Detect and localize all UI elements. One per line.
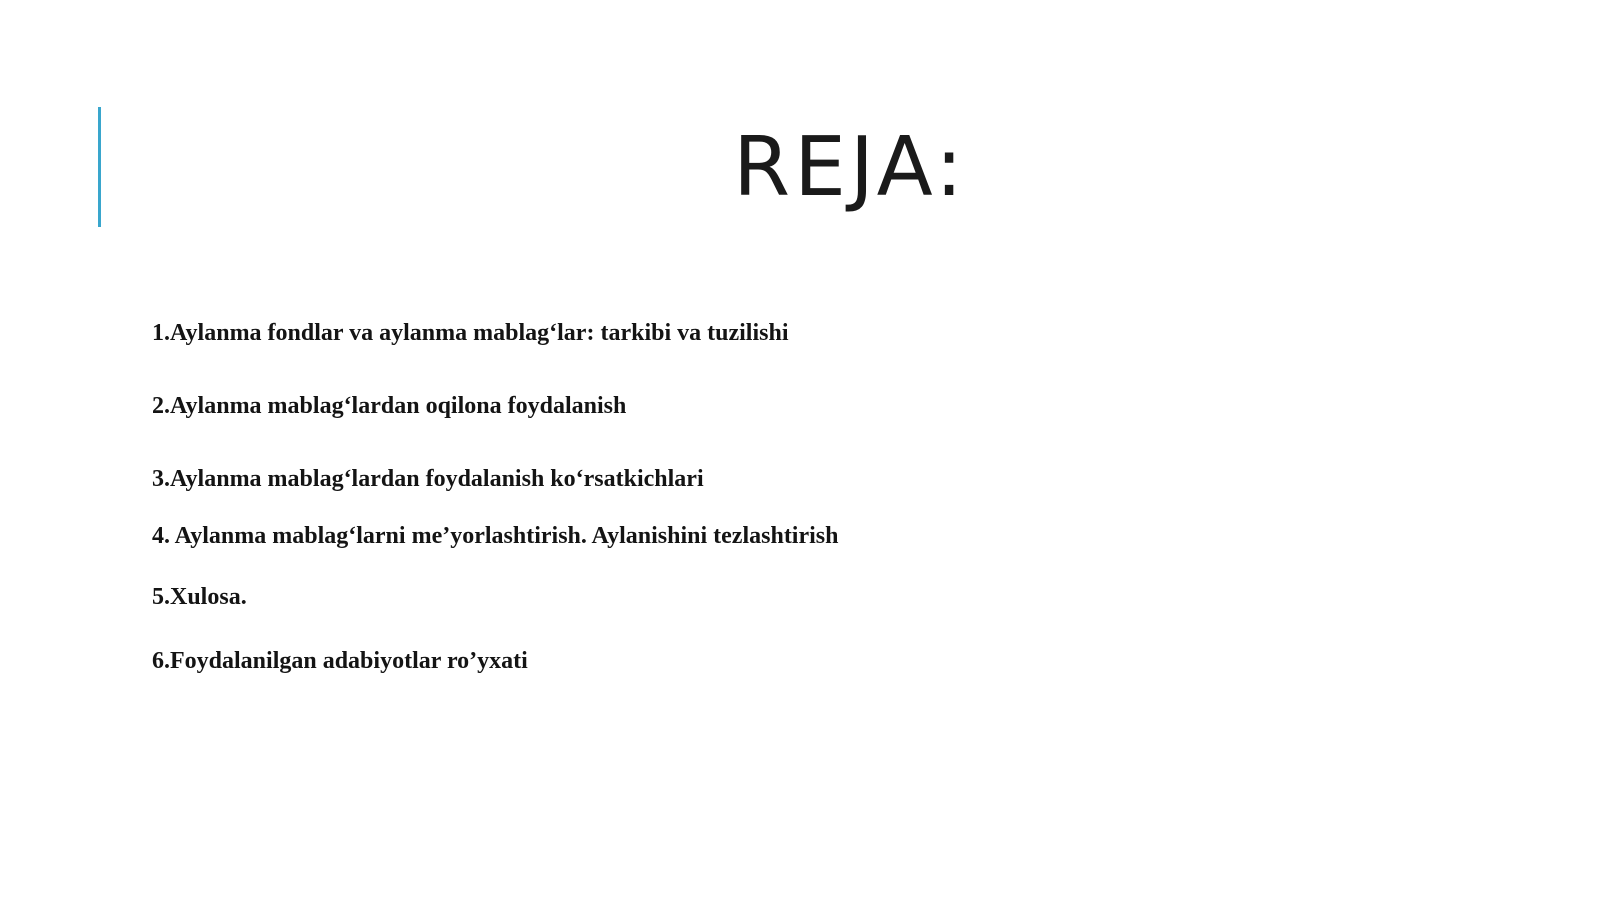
agenda-item-4: 4. Aylanma mablag‘larni me’yorlashtirish. Aylanishini tezlashtirish [152,523,839,549]
agenda-item-6: 6.Foydalanilgan adabiyotlar ro’yxati [152,648,528,674]
agenda-item-1: 1.Aylanma fondlar va aylanma mablag‘lar: tarkibi va tuzilishi [152,320,789,346]
slide-title: REJA: [733,120,967,215]
agenda-item-3: 3.Aylanma mablag‘lardan foydalanish ko‘rsatkichlari [152,466,704,492]
agenda-item-2: 2.Aylanma mablag‘lardan oqilona foydalanish [152,393,627,419]
agenda-item-5: 5.Xulosa. [152,584,247,610]
